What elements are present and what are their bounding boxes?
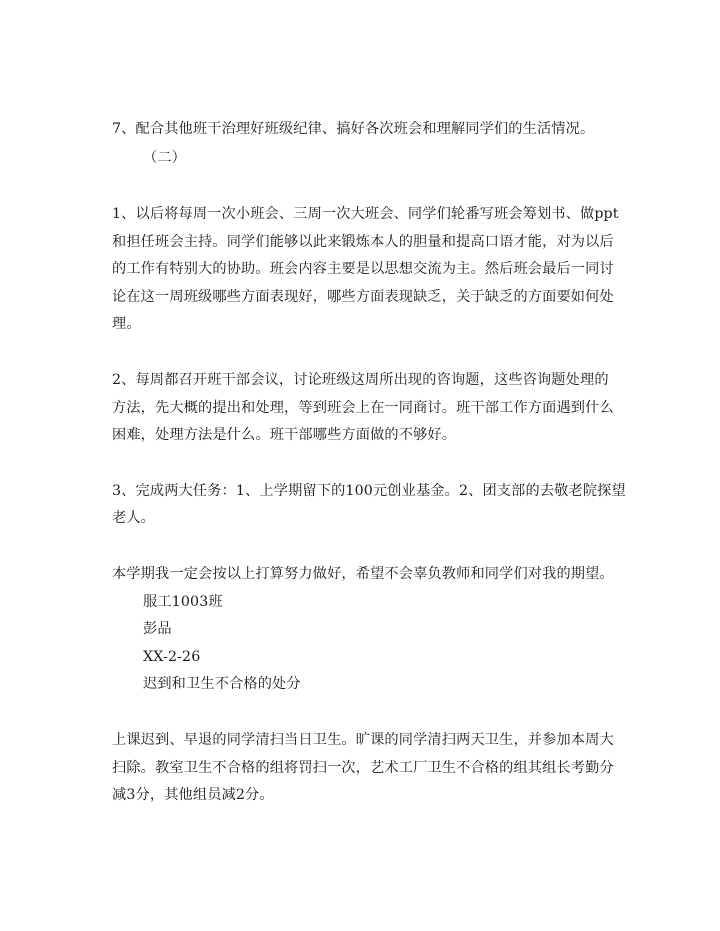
para-1-line-5: 理。 [112,316,141,332]
penalty-line-3: 减3分，其他组员减2分。 [112,787,274,803]
section-heading: （二） [143,150,187,166]
para-1-line-4: 论在这一周班级哪些方面表现好，哪些方面表现缺乏，关于缺乏的方面要如何处 [112,289,614,305]
signature-date: XX-2-26 [143,649,201,665]
para-1-line-2: 和担任班会主持。同学们能够以此来锻炼本人的胆量和提高口语才能，对为以后 [112,234,614,250]
para-2-line-2: 方法，先大概的提出和处理，等到班会上在一同商讨。班干部工作方面遇到什么 [112,400,614,416]
para-3-line-1: 3、完成两大任务：1、上学期留下的100元创业基金。2、团支部的去敬老院探望 [112,483,626,499]
penalty-line-1: 上课迟到、早退的同学清扫当日卫生。旷课的同学清扫两天卫生，并参加本周大 [112,732,614,748]
signature-author: 彭品 [143,621,172,637]
para-2-line-3: 困难，处理方法是什么。班干部哪些方面做的不够好。 [112,427,457,443]
para-1-line-3: 的工作有特别大的协助。班会内容主要是以思想交流为主。然后班会最后一同讨 [112,261,614,277]
penalty-line-2: 扫除。教室卫生不合格的组将罚扫一次，艺术工厂卫生不合格的组其组长考勤分 [112,760,614,776]
closing-text: 本学期我一定会按以上打算努力做好，希望不会辜负教师和同学们对我的期望。 [112,566,614,582]
para-3-line-2: 老人。 [112,510,156,526]
para-1-line-1: 1、以后将每周一次小班会、三周一次大班会、同学们轮番写班会筹划书、做ppt [112,206,619,222]
item-7-text: 7、配合其他班干治理好班级纪律、搞好各次班会和理解同学们的生活情况。 [112,121,595,137]
para-2-line-1: 2、每周都召开班干部会议，讨论班级这周所出现的咨询题，这些咨询题处理的 [112,372,609,388]
signature-class: 服工1003班 [143,594,223,610]
penalty-title: 迟到和卫生不合格的处分 [143,676,301,692]
